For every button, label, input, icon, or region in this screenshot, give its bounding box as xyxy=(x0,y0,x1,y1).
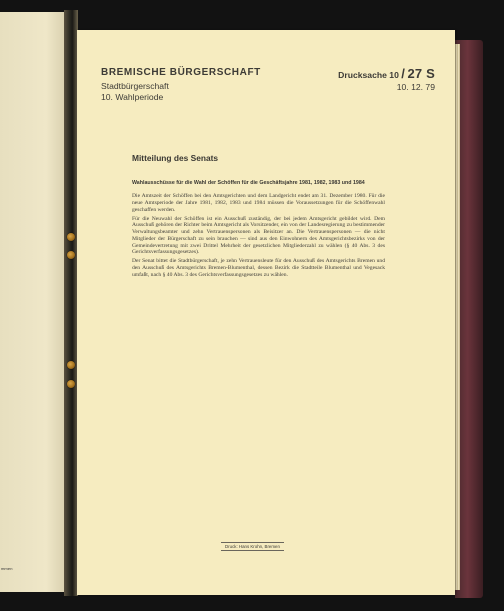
binder-spine xyxy=(64,10,78,596)
org-title: BREMISCHE BÜRGERSCHAFT xyxy=(101,67,261,78)
drucksache-number: 27 S xyxy=(407,66,435,81)
document-body xyxy=(132,153,385,280)
org-period: 10. Wahlperiode xyxy=(101,92,164,102)
letterhead xyxy=(101,67,261,103)
document-reference xyxy=(338,66,435,92)
punch-hole-icon xyxy=(67,233,75,241)
document-subject: Wahlausschüsse für die Wahl der Schöffen für die Geschäftsjahre 1981, 1982, 1983 und 1984 xyxy=(132,180,365,186)
org-chamber: Stadtbürgerschaft xyxy=(101,81,169,91)
punch-hole-icon xyxy=(67,251,75,259)
body-paragraph: Für die Neuwahl der Schöffen ist ein Ausschuß zuständig, der bei jedem Amtsgericht gebildet wird. Dem Ausschuß gehören der Richter beim Amtsgericht als Vorsitzender, ein von der Landesregierung zu bestimmender Verwaltungsbeamter und zehn Vertrauenspersonen als Beisitzer an. Die Vertrauenspersonen — die nicht Mitglieder der Bürgerschaft zu sein brauchen — sind aus den Einwohnern des Amtsgerichtsbezirks von der Gemeindevertretung mit zwei Drittel Mehrheit der gesetzlichen Mitgliederzahl zu wählen (§ 40 Abs. 3 des Gerichtsverfassungsgesetzes). xyxy=(132,215,385,256)
drucksache-label: Drucksache 10 xyxy=(338,70,399,80)
document-page xyxy=(77,30,455,595)
drucksache-separator: / xyxy=(401,66,406,81)
drucksache-line xyxy=(338,66,435,81)
document-heading: Mitteilung des Senats xyxy=(132,153,219,163)
document-date: 10. 12. 79 xyxy=(396,82,435,92)
body-paragraph: Der Senat bittet die Stadtbürgerschaft, je zehn Vertrauensleute für den Ausschuß des Amtsgerichts Bremen und den Ausschuß des Amtsgerichts Bremen-Blumenthal, dessen Bezirk die Stadtteile Blumenthal und Vegesack umfaßt, nach § 40 Abs. 3 des Gerichtsverfassungsgesetzes zu wählen. xyxy=(132,258,385,278)
left-page-edge xyxy=(0,12,66,592)
body-paragraph: Die Amtszeit der Schöffen bei den Amtsgerichten und dem Landgericht endet am 31. Dezember 1980. Für die neue Amtsperiode der Jahre 1981, 1982, 1983 und 1984 müssen die Voraussetzungen für die Schöffenwahl geschaffen werden. xyxy=(132,193,385,213)
punch-hole-icon xyxy=(67,380,75,388)
printer-imprint: Druck: Hans Krohn, Bremen xyxy=(221,542,284,551)
left-page-footnote: mmen xyxy=(1,566,13,571)
punch-hole-icon xyxy=(67,361,75,369)
